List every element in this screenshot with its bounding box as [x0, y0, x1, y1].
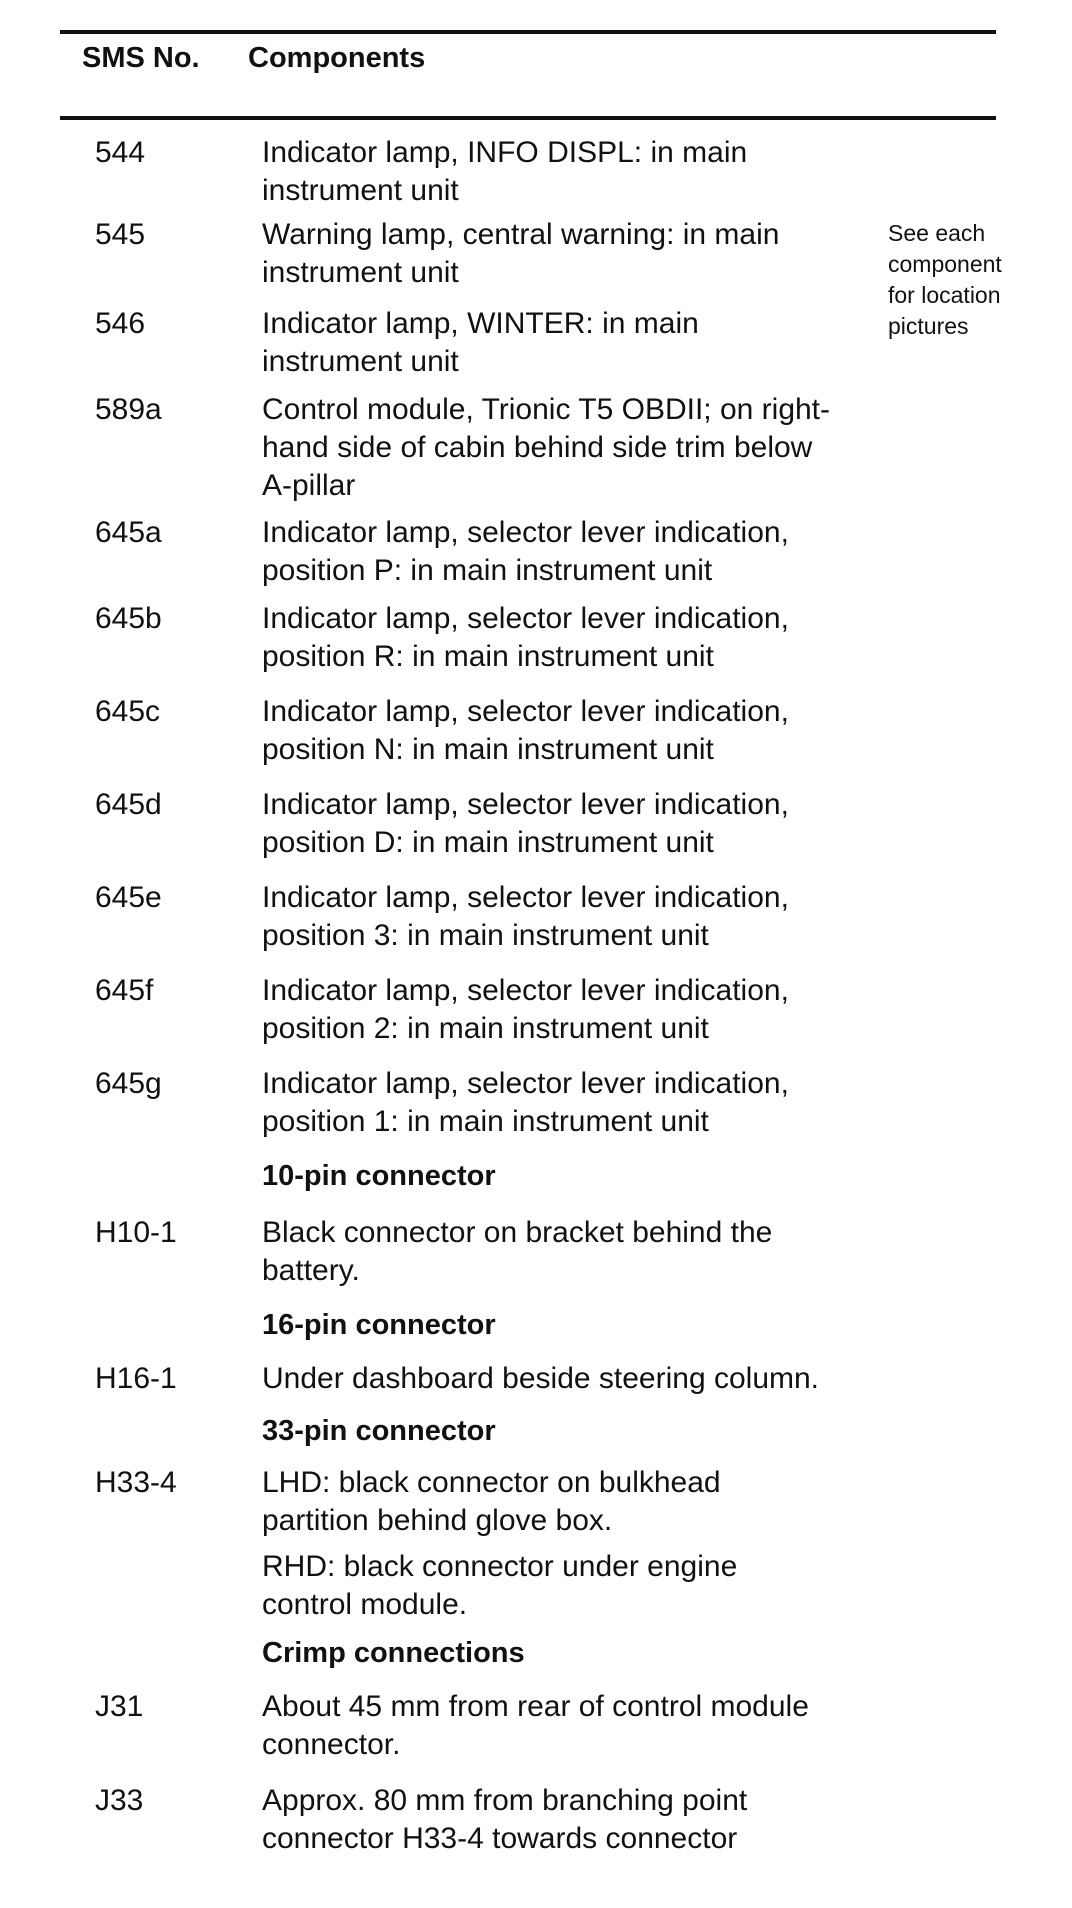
row-text: Indicator lamp, selector lever indication, position N: in main instrument unit	[262, 695, 789, 766]
row-text: Indicator lamp, selector lever indication, position D: in main instrument unit	[262, 788, 789, 859]
row-text: Indicator lamp, selector lever indication, position 1: in main instrument unit	[262, 1067, 789, 1138]
row-text: Under dashboard beside steering column.	[262, 1362, 820, 1395]
row-text: RHD: black connector under engine control module.	[262, 1550, 738, 1621]
row-text: Indicator lamp, selector lever indication, position 3: in main instrument unit	[262, 881, 789, 952]
row-number: 589a	[95, 393, 162, 426]
row-text: Indicator lamp, INFO DISPL: in main instrument unit	[262, 136, 748, 207]
row-text: Approx. 80 mm from branching point connector H33-4 towards connector	[262, 1784, 748, 1855]
row-number: H10-1	[95, 1216, 177, 1249]
section-title: 33-pin connector	[262, 1415, 496, 1447]
row-text: Indicator lamp, selector lever indication, position 2: in main instrument unit	[262, 974, 789, 1045]
row-number: H16-1	[95, 1362, 177, 1395]
row-text: Indicator lamp, selector lever indication, position R: in main instrument unit	[262, 602, 789, 673]
row-number: 645a	[95, 516, 162, 549]
row-text: Warning lamp, central warning: in main instrument unit	[262, 218, 780, 289]
row-text: Indicator lamp, WINTER: in main instrument unit	[262, 307, 699, 378]
row-number: H33-4	[95, 1466, 177, 1499]
row-number: 645g	[95, 1067, 162, 1100]
row-text: Indicator lamp, selector lever indication, position P: in main instrument unit	[262, 516, 789, 587]
header-components: Components	[248, 42, 426, 74]
row-number: 545	[95, 218, 146, 251]
header-rule	[60, 116, 996, 120]
row-text: About 45 mm from rear of control module connector.	[262, 1690, 809, 1761]
side-note-line: for location	[888, 282, 1001, 308]
side-note-line: pictures	[888, 313, 969, 339]
row-number: 546	[95, 307, 146, 340]
row-text: LHD: black connector on bulkhead partition behind glove box.	[262, 1466, 721, 1537]
section-title: Crimp connections	[262, 1637, 525, 1669]
row-text: Control module, Trionic T5 OBDII; on right- hand side of cabin behind side trim below A-pillar	[262, 393, 831, 502]
top-rule	[60, 30, 996, 34]
side-note-line: See each	[888, 220, 986, 246]
side-note-line: component	[888, 251, 1002, 277]
row-number: 645c	[95, 695, 161, 728]
row-number: 645f	[95, 974, 154, 1007]
section-title: 10-pin connector	[262, 1160, 496, 1192]
row-number: J33	[95, 1784, 144, 1817]
header-sms-no: SMS No.	[82, 42, 200, 74]
row-number: 645d	[95, 788, 162, 821]
row-text: Black connector on bracket behind the battery.	[262, 1216, 773, 1287]
section-title: 16-pin connector	[262, 1309, 496, 1341]
row-number: 645e	[95, 881, 162, 914]
row-number: 544	[95, 136, 146, 169]
row-number: 645b	[95, 602, 162, 635]
row-number: J31	[95, 1690, 144, 1723]
